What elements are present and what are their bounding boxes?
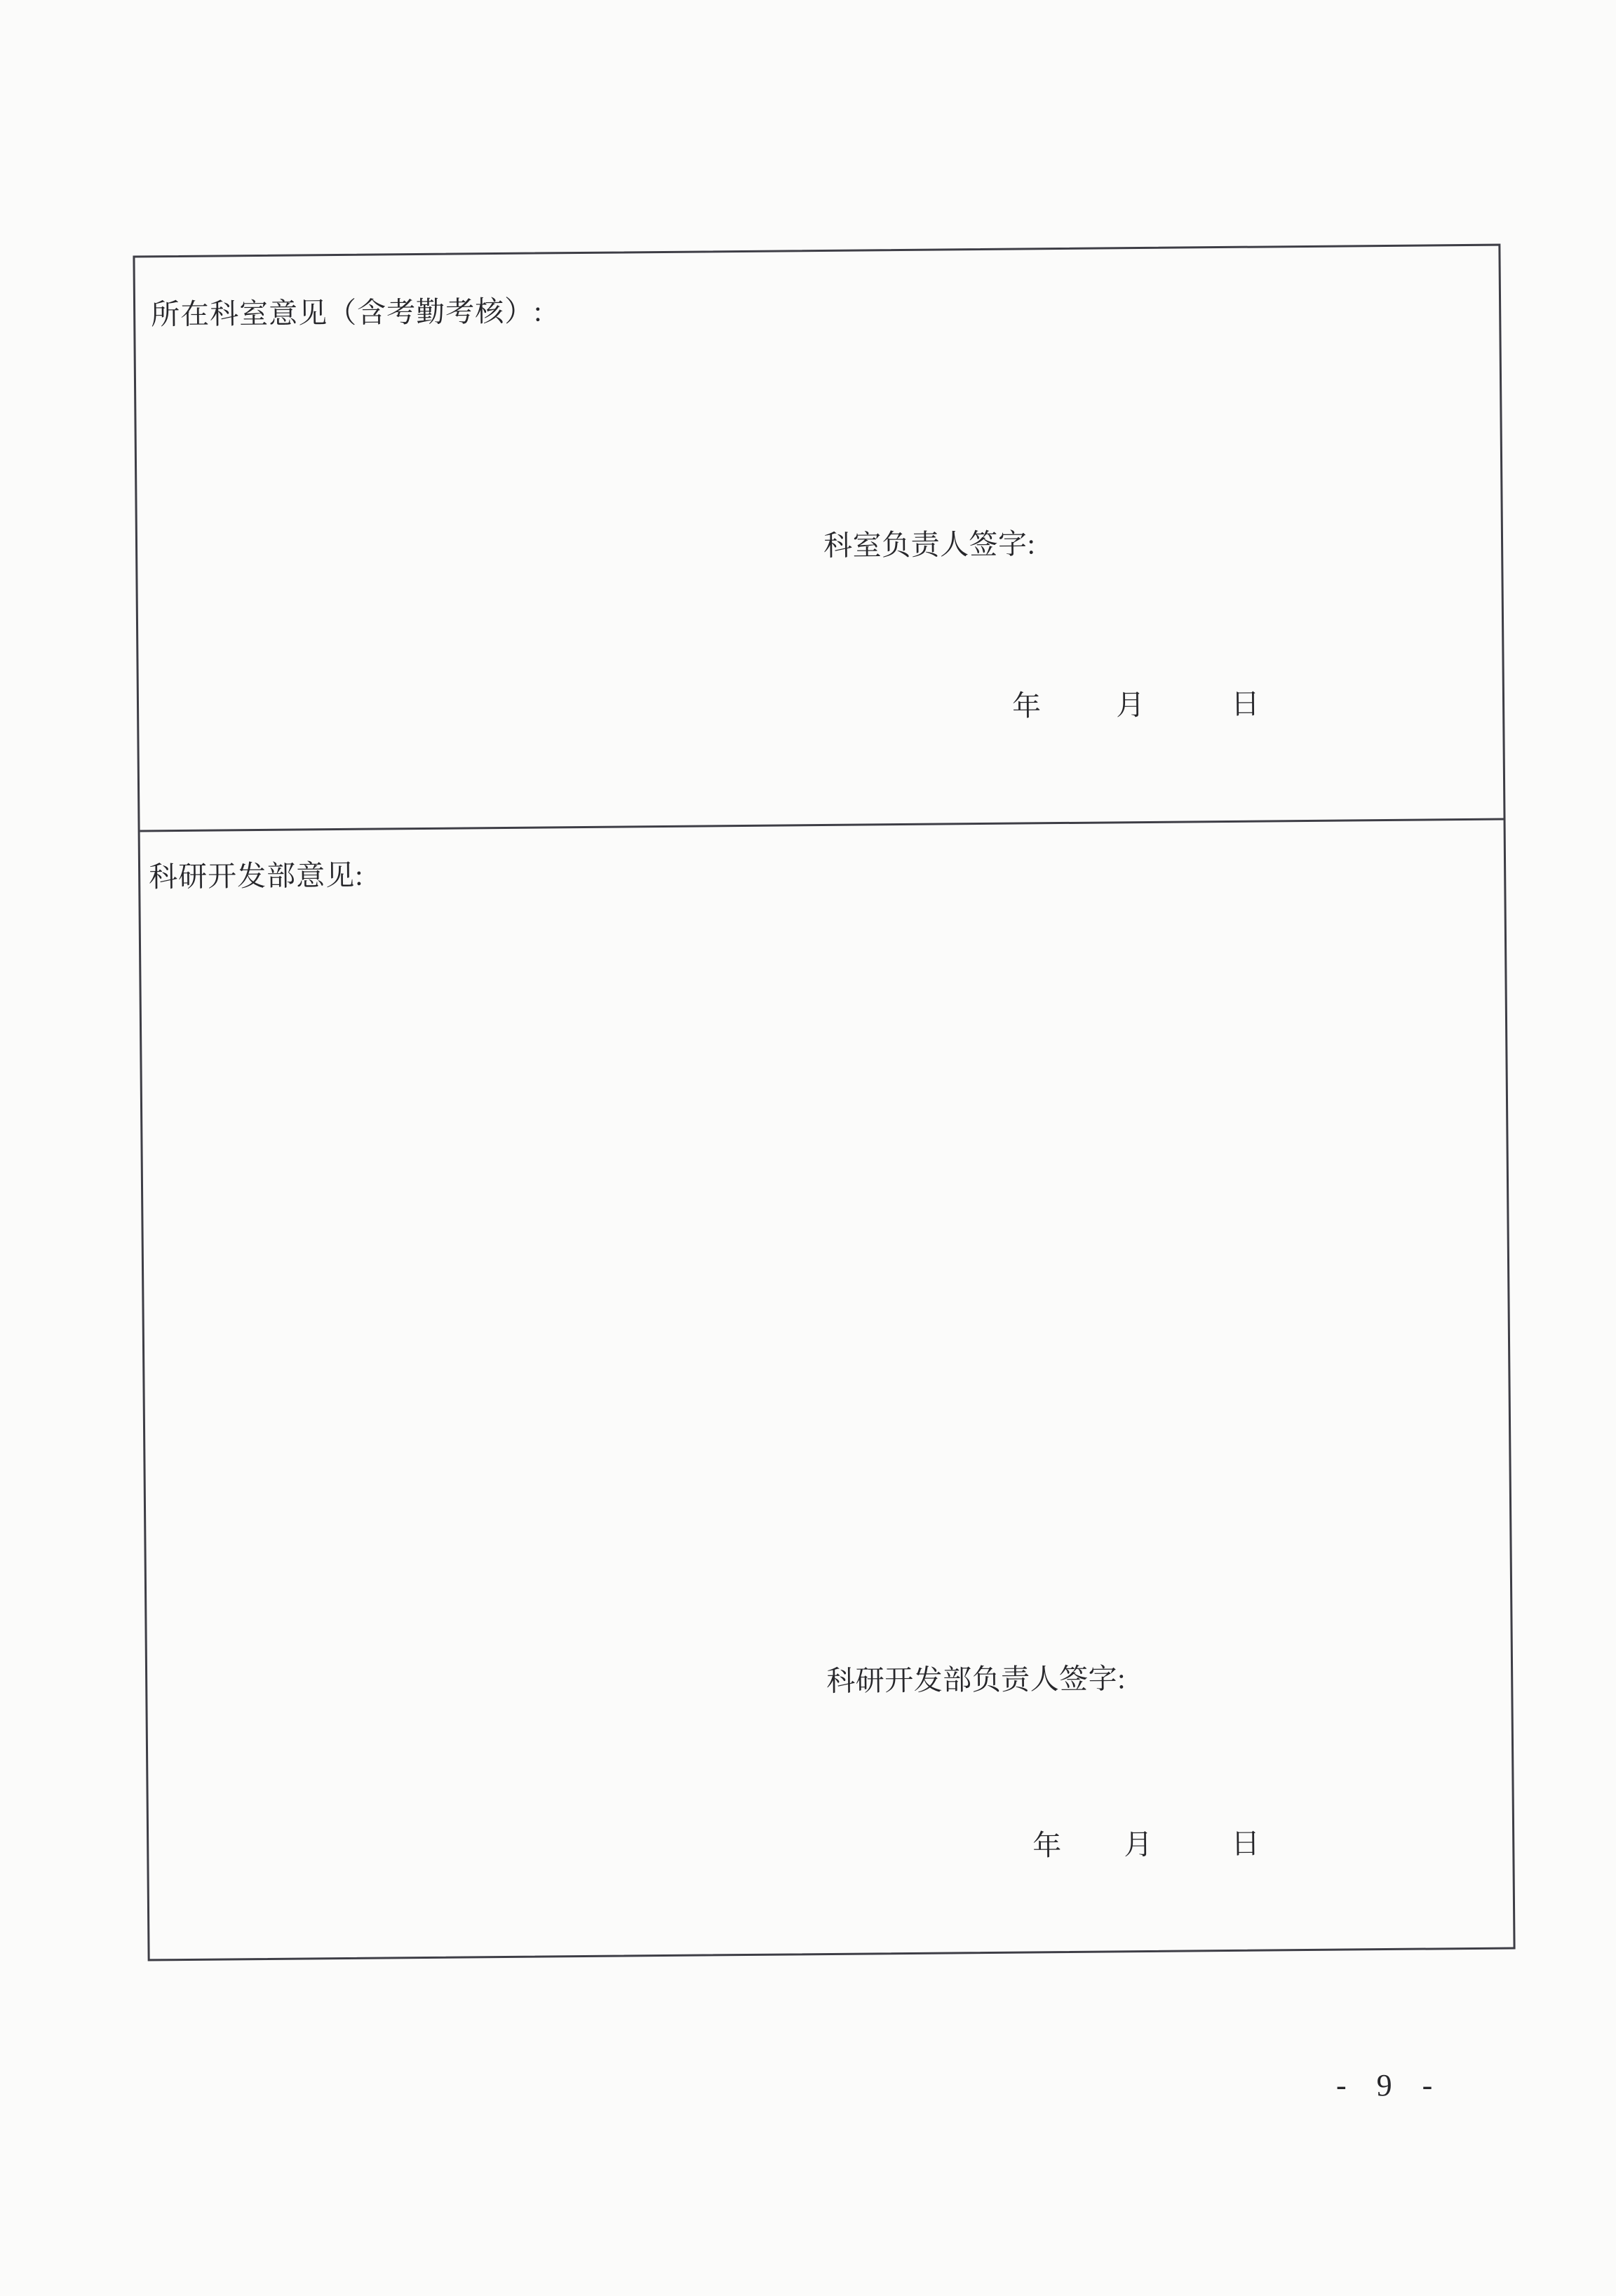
department-head-signature-label: 科室负责人签字: [823, 527, 1036, 562]
opinion-form-table [133, 244, 1515, 1961]
year-label: 年 [1032, 1829, 1062, 1862]
day-label: 日 [1231, 1827, 1260, 1860]
page-number: - 9 - [1336, 2068, 1440, 2102]
department-date-line [139, 679, 1502, 726]
department-opinion-section [135, 246, 1503, 832]
department-opinion-label: 所在科室意见（含考勤考核）: [150, 295, 543, 331]
research-development-opinion-section [140, 821, 1514, 1959]
research-development-date-line [149, 1818, 1512, 1865]
year-label: 年 [1011, 689, 1042, 722]
research-development-head-signature-label: 科研开发部负责人签字: [826, 1662, 1126, 1698]
month-label: 月 [1115, 688, 1145, 722]
research-development-opinion-label: 科研开发部意见: [148, 858, 364, 893]
month-label: 月 [1124, 1828, 1153, 1861]
day-label: 日 [1230, 687, 1260, 720]
